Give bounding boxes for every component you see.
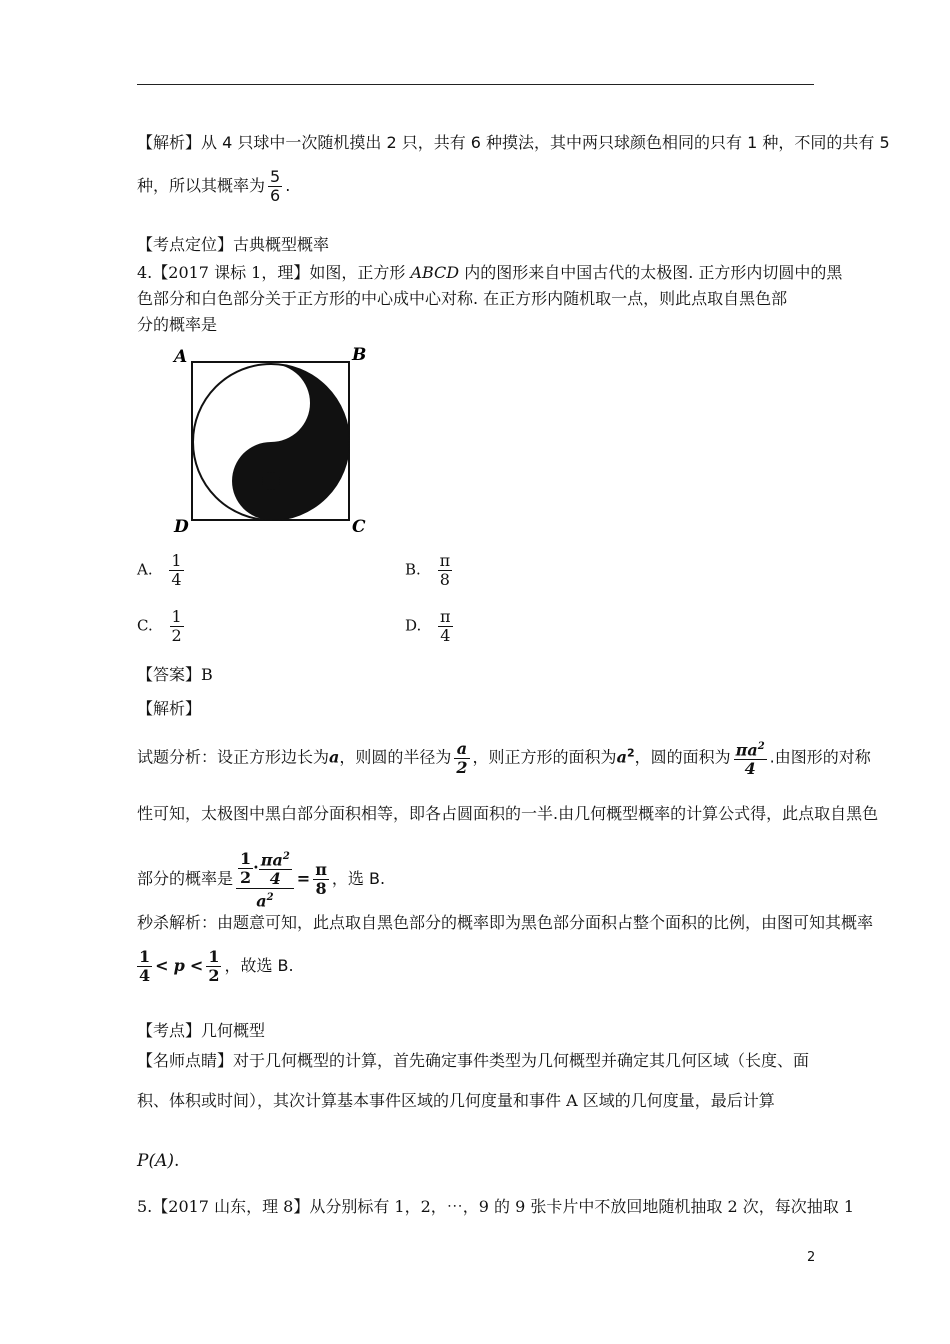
- answer: 【答案】B: [137, 665, 213, 684]
- mingshi-line1: 【名师点睛】对于几何概型的计算，首先确定事件类型为几何概型并确定其几何区域（长度、面: [137, 1051, 810, 1070]
- option-C[interactable]: C. $\frac{1}{2}$: [137, 607, 182, 645]
- label-B: B: [352, 346, 367, 365]
- label-D: D: [174, 517, 189, 536]
- mingshi-line2: 积、体积或时间），其次计算基本事件区域的几何度量和事件 A 区域的几何度量，最后计算: [137, 1091, 775, 1110]
- taiji-figure: [166, 346, 376, 536]
- analysis-line1: 试题分析：设正方形边长为a，则圆的半径为 $\frac{a}{2}$ ，则正方形的面积为$a^2$，圆的面积为 $\frac{\pi a^2}{4}$ .由图形的对称: [137, 738, 871, 779]
- q4-stem-line2: 色部分和白色部分关于正方形的中心成中心对称. 在正方形内随机取一点，则此点取自黑色部: [137, 289, 788, 308]
- header-rule: [137, 84, 814, 85]
- page-number: 2: [807, 1250, 816, 1265]
- mingshi-line3: P(A).: [137, 1151, 180, 1171]
- label-C: C: [352, 517, 366, 536]
- analysis-line2: 性可知，太极图中黑白部分面积相等，即各占圆面积的一半.由几何概型概率的计算公式得，此点取自黑色: [137, 804, 879, 823]
- label-A: A: [174, 347, 188, 367]
- option-B[interactable]: B. $\frac{\pi}{8}$: [405, 551, 451, 589]
- analysis-title: 【解析】: [137, 699, 202, 718]
- q4-stem-line1: 4.【2017 课标 1，理】如图，正方形 ABCD 内的图形来自中国古代的太极图. 正方形内切圆中的黑: [137, 263, 843, 282]
- option-A[interactable]: A. $\frac{1}{4}$: [137, 551, 182, 589]
- analysis-line5: $\frac{1}{4}$ < p < $\frac{1}{2}$ ，故选 B.: [139, 947, 294, 985]
- q3-analysis-line1: 【解析】从 4 只球中一次随机摸出 2 只，共有 6 种摸法，其中两只球颜色相同的只有 1 种，不同的共有 5: [137, 133, 890, 152]
- q5-stem: 5.【2017 山东，理 8】从分别标有 1，2，⋯，9 的 9 张卡片中不放回地随机抽取 2 次，每次抽取 1: [137, 1197, 855, 1216]
- kaodian-2: 【考点】几何概型: [137, 1021, 266, 1040]
- option-D[interactable]: D. $\frac{\pi}{4}$: [405, 607, 451, 645]
- q3-kaodian: 【考点定位】古典概型概率: [137, 235, 330, 254]
- white-dot: [262, 394, 280, 412]
- q4-stem-line3: 分的概率是: [137, 315, 218, 334]
- analysis-line4: 秒杀解析：由题意可知，此点取自黑色部分的概率即为黑色部分面积占整个面积的比例，由图可知其概率: [137, 913, 874, 932]
- black-dot: [262, 472, 280, 490]
- analysis-line3: 部分的概率是 $\frac{1}{2}$ · $\frac{\pi a^2}{4}$ $a^2$ = $\frac{\pi}{8}$ ，选 B.: [137, 848, 386, 911]
- q3-analysis-line2: 种，所以其概率为 $\frac{5}{6}$ .: [137, 167, 291, 205]
